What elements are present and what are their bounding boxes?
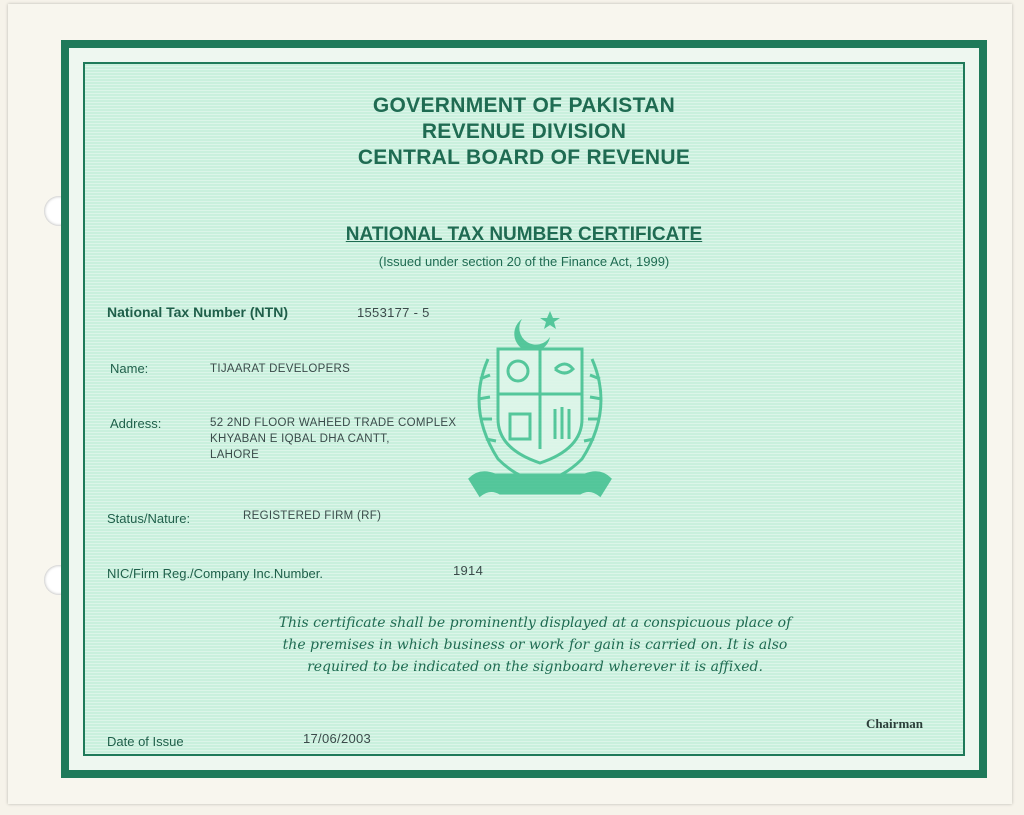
header-government: GOVERNMENT OF PAKISTAN (372, 94, 676, 117)
address-line-1: 52 2ND FLOOR WAHEED TRADE COMPLEX (210, 417, 457, 429)
status-value: REGISTERED FIRM (RF) (243, 510, 382, 522)
name-label: Name: (110, 361, 149, 376)
address-value (210, 415, 456, 463)
notice-line-1: This certificate shall be prominently displayed at a conspicuous place of (278, 615, 792, 631)
status-label: Status/Nature: (107, 511, 191, 526)
registration-value: 1914 (453, 563, 484, 578)
address-line-3: LAHORE (210, 449, 260, 461)
address-label: Address: (110, 416, 162, 431)
chairman-signature-title: Chairman (865, 716, 923, 731)
display-notice (235, 612, 835, 678)
header-board: CENTRAL BOARD OF REVENUE (357, 146, 691, 169)
certificate-border (61, 40, 987, 778)
registration-label: NIC/Firm Reg./Company Inc.Number. (107, 566, 324, 581)
name-value: TIJAARAT DEVELOPERS (210, 363, 351, 375)
address-line-2: KHYABAN E IQBAL DHA CANTT, (210, 433, 390, 445)
state-emblem-icon (450, 299, 630, 519)
date-label: Date of Issue (107, 734, 184, 749)
certificate-body (83, 62, 965, 756)
notice-line-2: the premises in which business or work for gain is carried on. It is also (282, 637, 788, 653)
ntn-value: 1553177 - 5 (357, 305, 430, 320)
certificate-subtitle: (Issued under section 20 of the Finance Act, 1999) (378, 254, 670, 269)
certificate-paper (8, 4, 1012, 804)
ntn-label: National Tax Number (NTN) (107, 304, 288, 320)
header-division: REVENUE DIVISION (421, 120, 627, 143)
certificate-title: NATIONAL TAX NUMBER CERTIFICATE (345, 224, 703, 245)
date-value: 17/06/2003 (303, 731, 372, 746)
notice-line-3: required to be indicated on the signboard wherever it is affixed. (307, 659, 763, 675)
